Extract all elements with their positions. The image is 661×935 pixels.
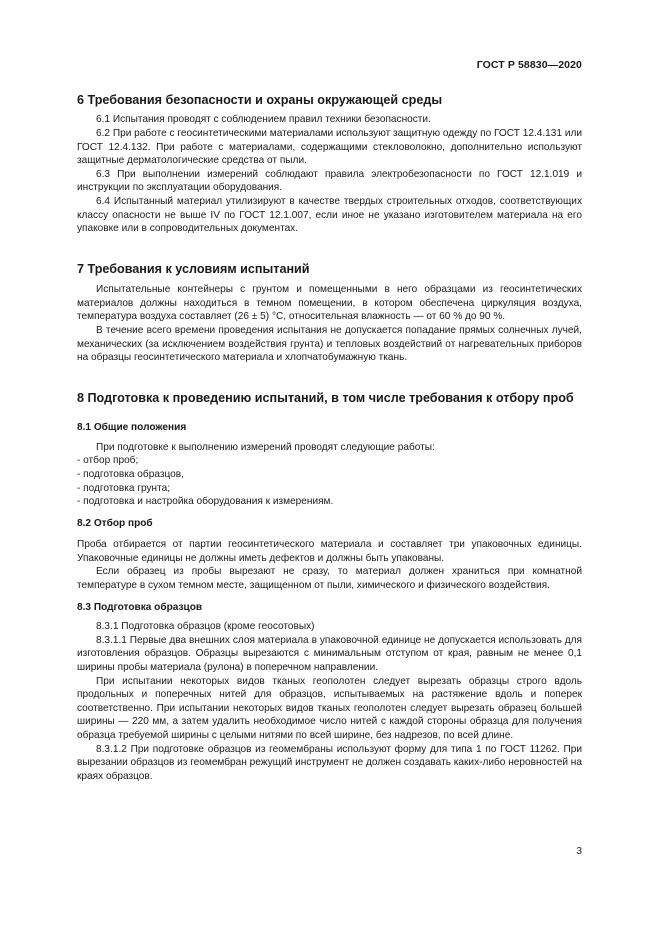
subsection-8-1-title: 8.1 Общие положения <box>77 422 187 434</box>
paragraph-7-1: Испытательные контейнеры с грунтом и помещенными в него образцами из геосинтетических материалов должны находиться в темном помещении, в котором обеспечена циркуляция воздуха, температура воздуха составляет (26 ± 5) °С, относительная влажность — от 60 % до 90 %. <box>77 284 582 323</box>
section-8 <box>77 391 582 784</box>
paragraph-6-1: 6.1 Испытания проводят с соблюдением правил техники безопасности. <box>96 114 431 126</box>
preparation-list <box>77 454 582 508</box>
paragraph-8-3-1-2: 8.3.1.2 При подготовке образцов из геомембраны используют форму для типа 1 по ГОСТ 11262. При вырезании образцов из геомембран режущий инструмент не должен создавать каких-либо неровностей на краях образцов. <box>77 743 582 782</box>
subsection-8-2 <box>77 517 582 593</box>
document-code: ГОСТ Р 58830—2020 <box>476 59 582 71</box>
subsection-8-1 <box>77 421 582 509</box>
section-7-title: 7 Требования к условиям испытаний <box>77 261 310 276</box>
page-number: 3 <box>576 846 582 857</box>
section-6-title: 6 Требования безопасности и охраны окружающей среды <box>77 93 443 107</box>
paragraph-8-2-1: Проба отбирается от партии геосинтетического материала и составляет три упаковочных единицы. Упаковочные единицы не должны иметь дефектов и должны быть упакованы. <box>77 539 582 564</box>
section-7 <box>77 262 582 365</box>
paragraph-6-3: 6.3 При выполнении измерений соблюдают правила электробезопасности по ГОСТ 12.1.019 и инструкции по эксплуатации оборудования. <box>77 168 582 194</box>
list-item: - подготовка образцов, <box>77 468 184 480</box>
section-8-title: 8 Подготовка к проведению испытаний, в том числе требования к отбору проб <box>77 390 574 405</box>
paragraph-6-2: 6.2 При работе с геосинтетическими материалами используют защитную одежду по ГОСТ 12.4.131 или ГОСТ 12.4.132. При работе с материалами, содержащими стекловолокно, дополнительно используют защитные дерматологические средства от пыли. <box>77 128 582 167</box>
section-6 <box>77 93 582 236</box>
paragraph-8-3-1-1: 8.3.1.1 Первые два внешних слоя материала в упаковочной единице не допускается использовать для изготовления образцов. Образцы вырезаются с минимальным отступом от края, равным не менее 0,1 ширины пробы материала (рулона) в поперечном направлении. <box>77 634 582 674</box>
paragraph-8-2-2: Если образец из пробы вырезают не сразу, то материал должен храниться при комнатной температуре в сухом темном месте, защищенном от пыли, химического и физического воздействия. <box>77 566 582 592</box>
document-body <box>77 93 582 783</box>
subsection-8-2-title: 8.2 Отбор проб <box>77 517 153 529</box>
subsection-8-3 <box>77 601 582 784</box>
list-item: - подготовка грунта; <box>77 482 171 494</box>
list-item: - отбор проб; <box>77 455 139 467</box>
paragraph-6-4: 6.4 Испытанный материал утилизируют в качестве твердых строительных отходов, соответствующих классу опасности не выше IV по ГОСТ 12.1.007, если иное не указано изготовителем материала на его упаковке или в сопроводительных документах. <box>77 195 582 235</box>
paragraph-8-3-1: 8.3.1 Подготовка образцов (кроме геосотовых) <box>96 621 315 633</box>
paragraph-8-3-1-1-cont: При испытании некоторых видов тканых геополотен следует вырезать образцы строго вдоль продольных и поперечных нитей для образцов, испытываемых на растяжение вдоль и поперек соответственно. При испытании некоторых видов тканых геополотен следует вырезать образец большей ширины — 220 мм, а затем удалить необходимое число нитей с каждой стороны образца для получения образца требуемой ширины с целыми нитями по всей ширине, без надрезов, по всей длине. <box>77 675 582 741</box>
subsection-8-3-title: 8.3 Подготовка образцов <box>77 601 203 613</box>
paragraph-7-2: В течение всего времени проведения испытания не допускается попадание прямых солнечных лучей, механических (за исключением воздействия грунта) и тепловых воздействий от нагревательных приборов на образцы геосинтетического материала и хлопчатобумажную ткань. <box>77 324 582 364</box>
subsection-8-1-intro: При подготовке к выполнению измерений проводят следующие работы: <box>96 441 435 453</box>
list-item: - подготовка и настройка оборудования к измерениям. <box>77 496 334 508</box>
